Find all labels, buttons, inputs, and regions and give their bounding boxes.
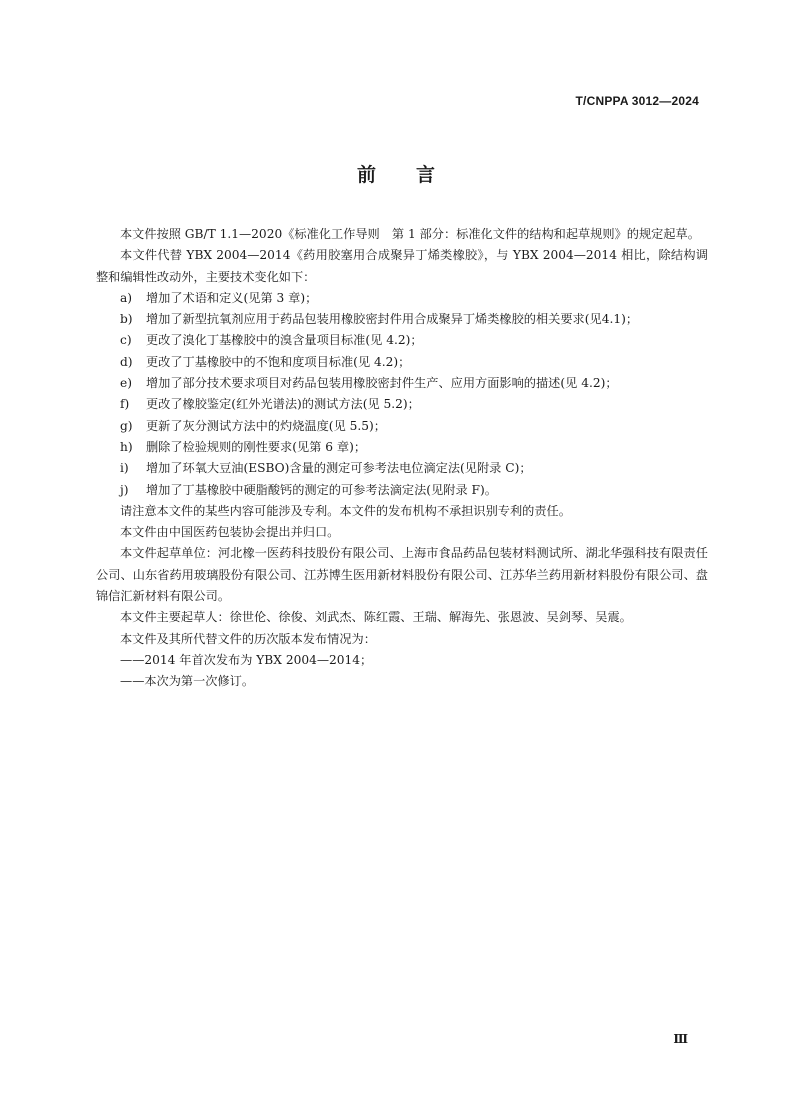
paragraph-drafting-units: 本文件起草单位：河北橡一医药科技股份有限公司、上海市食品药品包装材料测试所、湖北华强科技有限责任公司、山东省药用玻璃股份有限公司、江苏博生医用新材料股份有限公司、江苏华兰药用新材料股份有限公司、盘锦信汇新材料有限公司。 [96, 546, 708, 604]
list-item [96, 394, 708, 415]
list-marker: d) [120, 354, 133, 369]
list-item [96, 288, 708, 309]
list-marker: h) [120, 439, 133, 454]
paragraph-version-history: 本文件及其所代替文件的历次版本发布情况为： [120, 631, 376, 646]
document-body [96, 224, 708, 693]
list-marker: f) [120, 397, 130, 412]
list-text: 删除了检验规则的刚性要求(见第 6 章)； [146, 439, 367, 454]
paragraph-patent-notice: 请注意本文件的某些内容可能涉及专利。本文件的发布机构不承担识别专利的责任。 [120, 503, 571, 518]
history-item: ——2014 年首次发布为 YBX 2004—2014； [120, 652, 373, 667]
list-item [96, 330, 708, 351]
list-text: 增加了新型抗氧剂应用于药品包装用橡胶密封件用合成聚异丁烯类橡胶的相关要求(见4.1)； [146, 312, 639, 327]
list-text: 更改了溴化丁基橡胶中的溴含量项目标准(见 4.2)； [146, 333, 423, 348]
list-item [96, 309, 708, 330]
list-marker: g) [120, 418, 133, 433]
list-marker: b) [120, 312, 133, 327]
list-text: 更改了丁基橡胶中的不饱和度项目标准(见 4.2)； [146, 354, 411, 369]
title-char-1: 前 [356, 164, 376, 186]
paragraph-drafting-rules: 本文件按照 GB/T 1.1—2020《标准化工作导则 第 1 部分：标准化文件的结构和起草规则》的规定起草。 [120, 227, 700, 241]
history-item: ——本次为第一次修订。 [120, 674, 255, 689]
list-marker: c) [120, 333, 132, 348]
list-text: 增加了环氧大豆油(ESBO)含量的测定可参考法电位滴定法(见附录 C)； [146, 461, 532, 476]
list-marker: a) [120, 290, 133, 305]
list-marker: j) [120, 482, 129, 497]
list-item [96, 352, 708, 373]
list-text: 更新了灰分测试方法中的灼烧温度(见 5.5)； [146, 418, 386, 433]
list-marker: e) [120, 376, 132, 391]
paragraph-replacement: 本文件代替 YBX 2004—2014《药用胶塞用合成聚异丁烯类橡胶》，与 YBX 2004—2014 相比，除结构调整和编辑性改动外，主要技术变化如下： [96, 248, 708, 284]
list-text: 更改了橡胶鉴定(红外光谱法)的测试方法(见 5.2)； [146, 397, 420, 412]
list-text: 增加了术语和定义(见第 3 章)； [146, 290, 318, 305]
list-item [96, 458, 708, 479]
paragraph-drafters: 本文件主要起草人：徐世伦、徐俊、刘武杰、陈红霞、王瑞、解海先、张恩波、吴剑琴、吴震。 [120, 610, 632, 625]
page-title [0, 160, 792, 187]
changes-list [96, 288, 708, 501]
list-text: 增加了丁基橡胶中硬脂酸钙的测定的可参考法滴定法(见附录 F)。 [146, 482, 497, 497]
list-text: 增加了部分技术要求项目对药品包装用橡胶密封件生产、应用方面影响的描述(见 4.2)； [146, 376, 618, 391]
page-number: Ⅲ [673, 1032, 688, 1046]
list-item [96, 373, 708, 394]
list-item [96, 416, 708, 437]
list-marker: i) [120, 461, 129, 476]
document-code: T/CNPPA 3012—2024 [575, 94, 699, 108]
list-item [96, 437, 708, 458]
paragraph-proposer: 本文件由中国医药包装协会提出并归口。 [120, 525, 340, 540]
list-item [96, 480, 708, 501]
title-char-2: 言 [416, 164, 436, 186]
